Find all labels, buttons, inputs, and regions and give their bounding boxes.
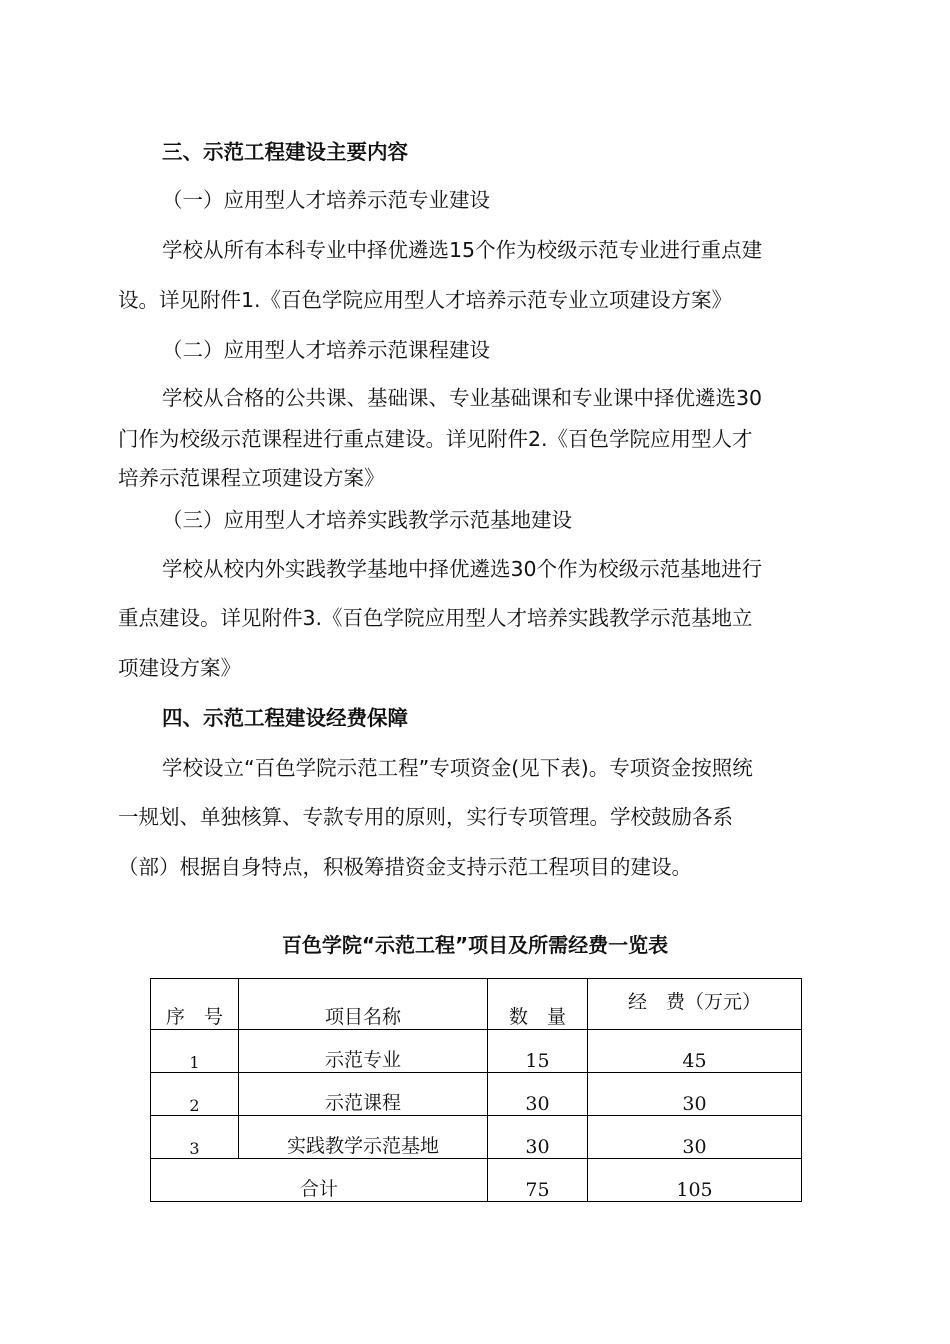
paragraph-line: 项建设方案》 xyxy=(118,656,241,680)
cell-name: 示范课程 xyxy=(239,1073,488,1116)
paragraph-line: 门作为校级示范课程进行重点建设。详见附件2.《百色学院应用型人才 xyxy=(118,427,753,451)
cell-name: 实践教学示范基地 xyxy=(239,1116,488,1159)
section-4-heading: 四、示范工程建设经费保障 xyxy=(162,706,408,730)
cell-qty: 15 xyxy=(488,1030,588,1073)
paragraph-line: 学校设立“百色学院示范工程”专项资金(见下表)。专项资金按照统 xyxy=(162,756,753,780)
cell-fee: 30 xyxy=(588,1073,802,1116)
cell-total-label: 合计 xyxy=(151,1159,488,1202)
cell-fee: 30 xyxy=(588,1116,802,1159)
subsection-2-title: （二）应用型人才培养示范课程建设 xyxy=(162,338,490,362)
table-row xyxy=(151,1116,802,1159)
cell-fee: 45 xyxy=(588,1030,802,1073)
header-qty: 数 量 xyxy=(488,979,588,1030)
cell-name: 示范专业 xyxy=(239,1030,488,1073)
table-row xyxy=(151,1030,802,1073)
fee-table xyxy=(150,978,802,1202)
table-total-row xyxy=(151,1159,802,1202)
cell-seq: 2 xyxy=(151,1073,239,1116)
header-seq: 序 号 xyxy=(151,979,239,1030)
cell-qty: 30 xyxy=(488,1073,588,1116)
paragraph-line: 学校从校内外实践教学基地中择优遴选30个作为校级示范基地进行 xyxy=(162,557,763,581)
paragraph-line: 设。详见附件1.《百色学院应用型人才培养示范专业立项建设方案》 xyxy=(118,288,733,312)
section-3-heading: 三、示范工程建设主要内容 xyxy=(162,140,408,164)
subsection-1-title: （一）应用型人才培养示范专业建设 xyxy=(162,188,490,212)
paragraph-line: 学校从所有本科专业中择优遴选15个作为校级示范专业进行重点建 xyxy=(162,238,763,262)
cell-qty: 30 xyxy=(488,1116,588,1159)
paragraph-line: 重点建设。详见附件3.《百色学院应用型人才培养实践教学示范基地立 xyxy=(118,606,753,630)
paragraph-line: 学校从合格的公共课、基础课、专业基础课和专业课中择优遴选30 xyxy=(162,386,763,410)
paragraph-line: 培养示范课程立项建设方案》 xyxy=(118,466,385,490)
cell-total-fee: 105 xyxy=(588,1159,802,1202)
cell-seq: 3 xyxy=(151,1116,239,1159)
cell-seq: 1 xyxy=(151,1030,239,1073)
paragraph-line: 一规划、单独核算、专款专用的原则，实行专项管理。学校鼓励各系 xyxy=(118,805,733,829)
table-header-row xyxy=(151,979,802,1030)
header-fee: 经 费（万元） xyxy=(588,979,802,1030)
table-row xyxy=(151,1073,802,1116)
header-name: 项目名称 xyxy=(239,979,488,1030)
cell-total-qty: 75 xyxy=(488,1159,588,1202)
table-title: 百色学院“示范工程”项目及所需经费一览表 xyxy=(281,933,669,957)
paragraph-line: （部）根据自身特点，积极筹措资金支持示范工程项目的建设。 xyxy=(118,855,692,879)
subsection-3-title: （三）应用型人才培养实践教学示范基地建设 xyxy=(162,508,572,532)
